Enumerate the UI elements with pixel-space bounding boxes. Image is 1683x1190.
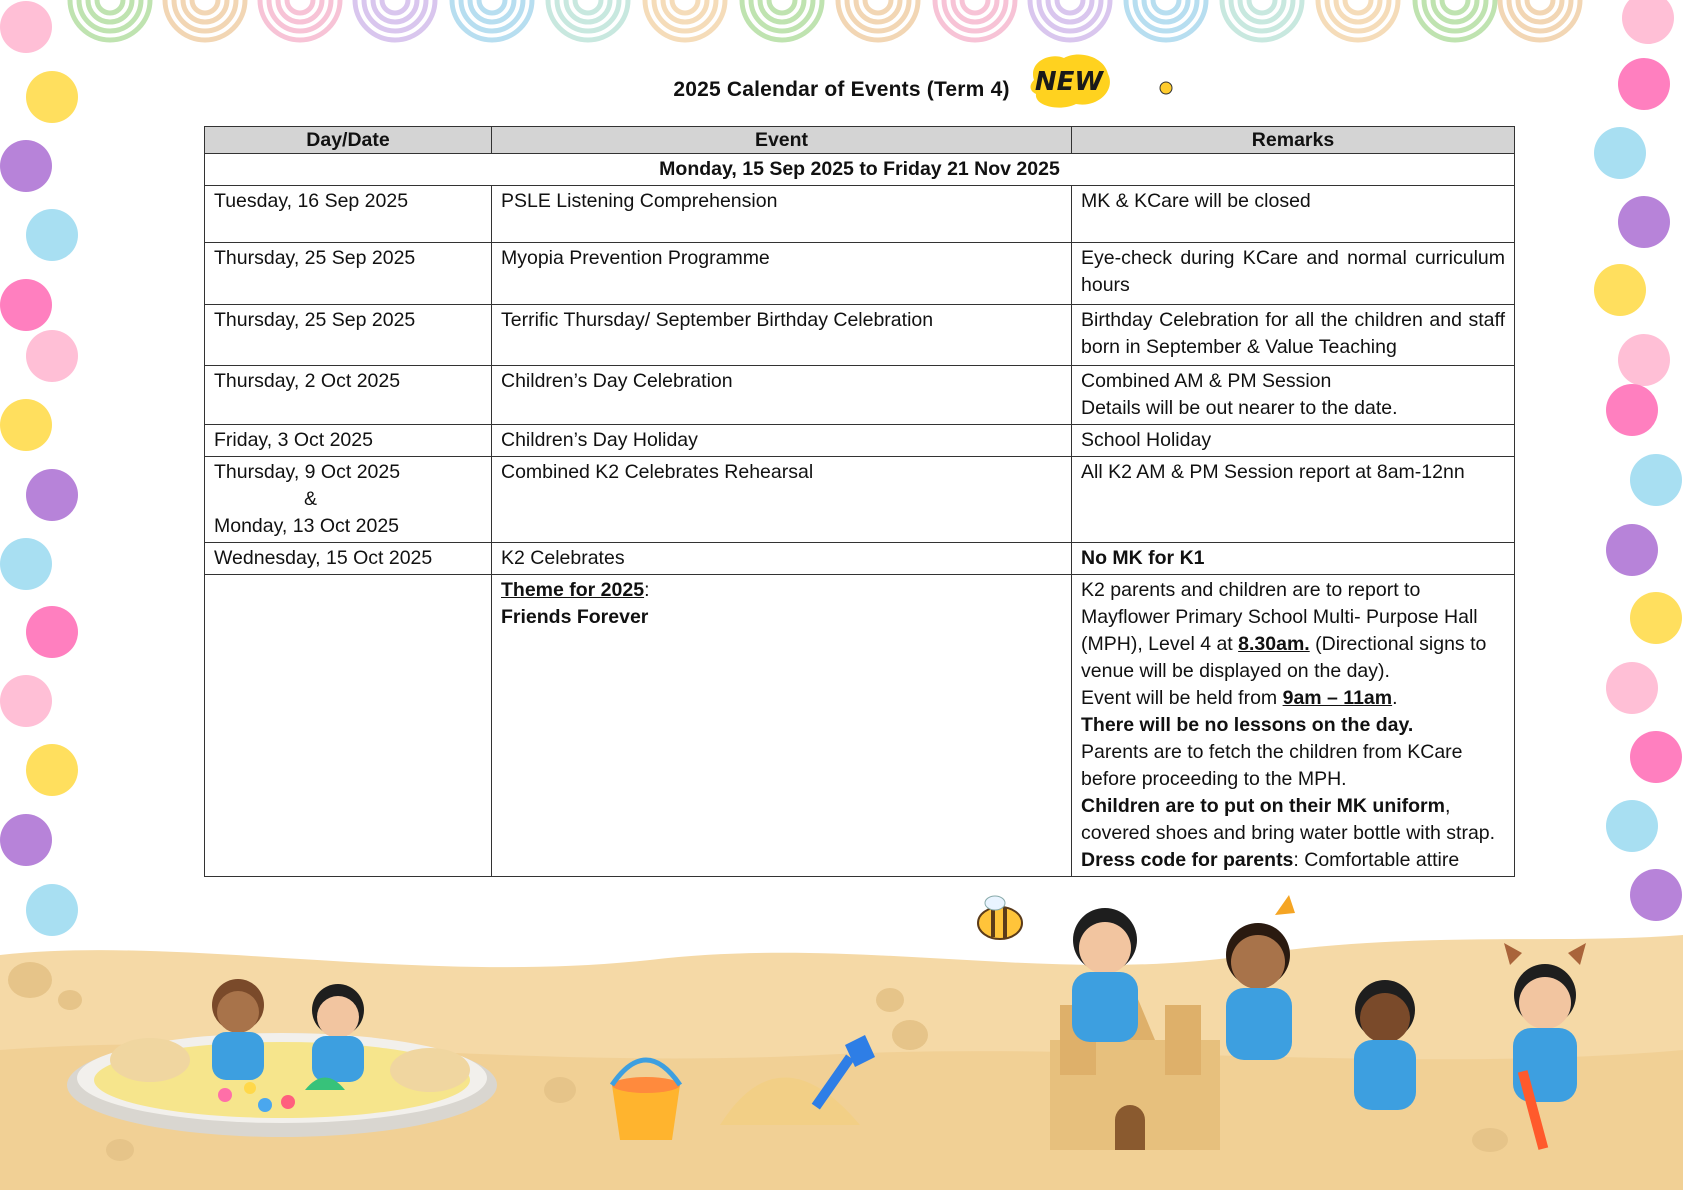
remarks-text: : Comfortable attire: [1293, 849, 1460, 871]
events-table: [204, 126, 1515, 877]
report-time: 8.30am.: [1238, 633, 1310, 655]
row-remarks: Birthday Celebration for all the children and staff born in September & Value Teaching: [1072, 305, 1515, 366]
remarks-text: K2 parents and children are to report to Mayflower Primary School Multi- Purpose Hall (MPH), Level 4 at: [1081, 579, 1478, 655]
dress-code-label: Dress code for parents: [1081, 849, 1294, 871]
row-event: Combined K2 Celebrates Rehearsal: [492, 457, 1072, 543]
theme-colon: :: [644, 579, 650, 601]
event-time: 9am – 11am: [1282, 687, 1393, 709]
table-row-theme: [205, 575, 1515, 877]
table-row: [205, 425, 1515, 457]
date-line: Monday, 13 Oct 2025: [214, 515, 400, 537]
row-event: Children’s Day Holiday: [492, 425, 1072, 457]
date-ampersand: &: [304, 488, 318, 510]
remarks-text: .: [1392, 687, 1398, 709]
row-event: Terrific Thursday/ September Birthday Celebration: [492, 305, 1072, 366]
table-row: [205, 186, 1515, 243]
row-event: K2 Celebrates: [492, 543, 1072, 575]
row-date: Thursday, 2 Oct 2025: [205, 366, 492, 425]
new-badge-icon: [1024, 50, 1114, 112]
sandbox-illustration: [67, 1033, 497, 1137]
row-remarks: MK & KCare will be closed: [1072, 186, 1515, 243]
table-header-row: [205, 127, 1515, 154]
term-period: Monday, 15 Sep 2025 to Friday 21 Nov 2025: [205, 154, 1515, 186]
theme-label: Theme for 2025: [501, 579, 645, 601]
remarks-line: Details will be out nearer to the date.: [1081, 397, 1398, 419]
table-row: [205, 366, 1515, 425]
row-remarks: No MK for K1: [1072, 543, 1515, 575]
new-badge-text: NEW: [1034, 67, 1104, 97]
row-remarks-theme: [1072, 575, 1515, 877]
row-event: PSLE Listening Comprehension: [492, 186, 1072, 243]
header-remarks: Remarks: [1072, 127, 1515, 154]
no-lessons-note: There will be no lessons on the day.: [1081, 714, 1414, 736]
row-date: Wednesday, 15 Oct 2025: [205, 543, 492, 575]
row-date-empty: [205, 575, 492, 877]
row-event: Myopia Prevention Programme: [492, 243, 1072, 305]
table-row: [205, 543, 1515, 575]
row-remarks: Eye-check during KCare and normal curriculum hours: [1072, 243, 1515, 305]
bee-icon: [978, 896, 1022, 939]
row-remarks: School Holiday: [1072, 425, 1515, 457]
page-title: 2025 Calendar of Events (Term 4): [673, 78, 1010, 101]
table-row: [205, 243, 1515, 305]
period-row: [205, 154, 1515, 186]
header-event: Event: [492, 127, 1072, 154]
row-date: Thursday, 25 Sep 2025: [205, 243, 492, 305]
rainbow-border-top: [70, 0, 1580, 40]
polka-dots-left: [0, 1, 78, 936]
row-date: [205, 457, 492, 543]
theme-name: Friends Forever: [501, 606, 649, 628]
row-date: Friday, 3 Oct 2025: [205, 425, 492, 457]
remarks-line: Combined AM & PM Session: [1081, 370, 1332, 392]
uniform-note: Children are to put on their MK uniform: [1081, 795, 1445, 817]
row-date: Thursday, 25 Sep 2025: [205, 305, 492, 366]
header-day-date: Day/Date: [205, 127, 492, 154]
row-remarks: [1072, 366, 1515, 425]
row-event: Children’s Day Celebration: [492, 366, 1072, 425]
polka-dots-right: [1594, 0, 1682, 1060]
table-row: [205, 305, 1515, 366]
remarks-text: Parents are to fetch the children from KCare before proceeding to the MPH.: [1081, 741, 1463, 790]
table-row: [205, 457, 1515, 543]
row-date: Tuesday, 16 Sep 2025: [205, 186, 492, 243]
remarks-text: Event will be held from: [1081, 687, 1283, 709]
row-remarks: All K2 AM & PM Session report at 8am-12nn: [1072, 457, 1515, 543]
row-event-theme: [492, 575, 1072, 877]
date-line: Thursday, 9 Oct 2025: [214, 461, 401, 483]
remarks-text: (Directional signs to venue will be displayed on the day).: [1081, 633, 1487, 682]
remarks-text: , covered shoes and bring water bottle with strap.: [1081, 795, 1496, 844]
